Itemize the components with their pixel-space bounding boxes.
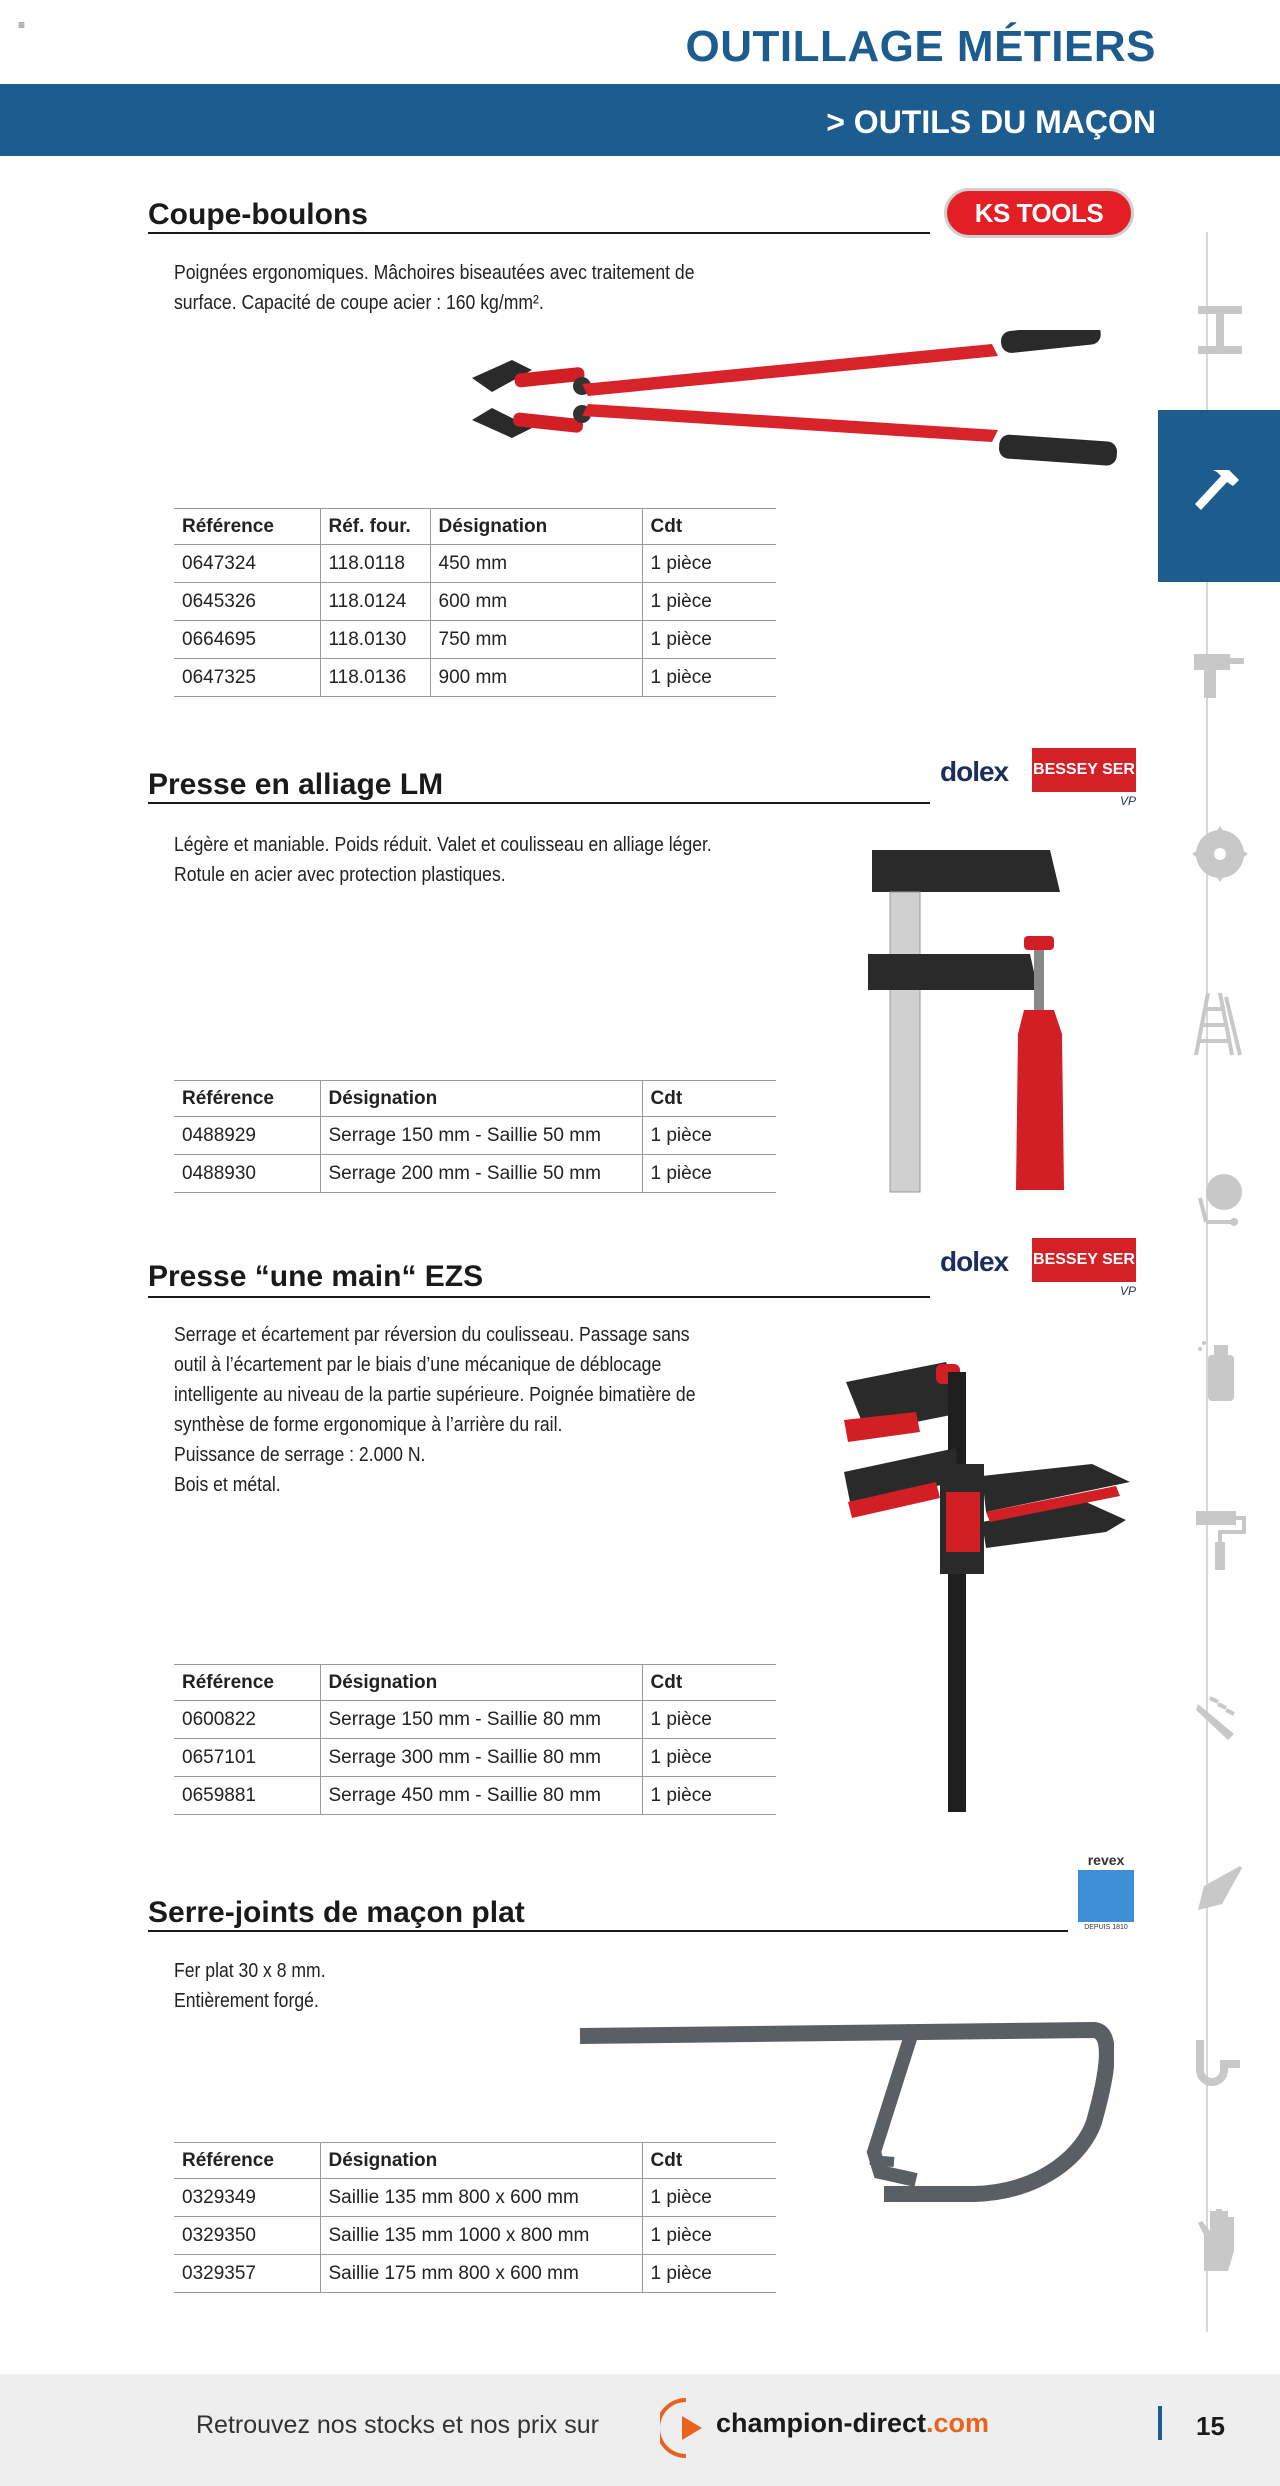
unit-cell: 1 pièce (642, 583, 776, 621)
description-line: Puissance de serrage : 2.000 N. (174, 1444, 426, 1466)
table-row (174, 1155, 776, 1193)
unit-cell: 1 pièce (642, 2217, 776, 2255)
description-line: Serrage et écartement par réversion du coulisseau. Passage sans (174, 1324, 690, 1346)
bessey-logo-text: BESSEY SER (1032, 748, 1136, 792)
reference-cell: 0664695 (174, 621, 320, 659)
product-description (174, 1320, 696, 1500)
description-line: Fer plat 30 x 8 mm. (174, 1960, 326, 1982)
product-table (174, 508, 776, 697)
designation-cell: Saillie 135 mm 1000 x 800 mm (320, 2217, 642, 2255)
column-header: Référence (174, 1665, 320, 1701)
table-row (174, 1117, 776, 1155)
product-table (174, 1080, 776, 1193)
column-header: Référence (174, 2143, 320, 2179)
product-description (174, 830, 712, 890)
reference-cell: 0329349 (174, 2179, 320, 2217)
supplier-ref-cell: 118.0124 (320, 583, 430, 621)
hammer-icon[interactable] (1178, 455, 1258, 535)
page-number: 15 (1196, 2411, 1225, 2441)
reference-cell: 0488929 (174, 1117, 320, 1155)
column-header: Cdt (642, 509, 776, 545)
table-row (174, 545, 776, 583)
table-header-row (174, 1081, 776, 1117)
section-subtitle: > OUTILS DU MAÇON (826, 104, 1156, 140)
dolex-logo-text: dolex (940, 1246, 1009, 1277)
section-rule (148, 1930, 1068, 1932)
supplier-ref-cell: 118.0136 (320, 659, 430, 697)
brand-name: champion-direct (716, 2408, 927, 2438)
unit-cell: 1 pièce (642, 1155, 776, 1193)
designation-cell: Serrage 150 mm - Saillie 50 mm (320, 1117, 642, 1155)
column-header: Cdt (642, 1665, 776, 1701)
unit-cell: 1 pièce (642, 621, 776, 659)
reference-cell: 0657101 (174, 1739, 320, 1777)
unit-cell: 1 pièce (642, 545, 776, 583)
designation-cell: Serrage 300 mm - Saillie 80 mm (320, 1739, 642, 1777)
product-description (174, 258, 694, 318)
column-header: Référence (174, 1081, 320, 1117)
screw-anchor-icon[interactable] (1180, 1678, 1260, 1758)
description-line: Entièrement forgé. (174, 1990, 319, 2012)
page-title: OUTILLAGE MÉTIERS (685, 22, 1156, 71)
designation-cell: 450 mm (430, 545, 642, 583)
unit-cell: 1 pièce (642, 1117, 776, 1155)
unit-cell: 1 pièce (642, 1701, 776, 1739)
ks-tools-logo (944, 188, 1134, 238)
column-header: Désignation (320, 1665, 642, 1701)
description-line: synthèse de forme ergonomique à l’arrière du rail. (174, 1414, 563, 1436)
vp-logo-text: VP (1119, 1284, 1136, 1298)
revex-logo-mark (1078, 1870, 1134, 1922)
reference-cell: 0647324 (174, 545, 320, 583)
designation-cell: Saillie 135 mm 800 x 600 mm (320, 2179, 642, 2217)
concrete-mixer-icon[interactable] (1180, 1158, 1260, 1238)
designation-cell: 600 mm (430, 583, 642, 621)
footer-text: Retrouvez nos stocks et nos prix sur (196, 2411, 599, 2439)
bolt-cutter-image (452, 330, 1132, 470)
brand-tld: .com (926, 2408, 990, 2438)
product-table (174, 2142, 776, 2293)
unit-cell: 1 pièce (642, 1777, 776, 1815)
reference-cell: 0329350 (174, 2217, 320, 2255)
dolex-bessey-logo (940, 744, 1136, 814)
section-rule (148, 1296, 930, 1298)
menu-mark: ≡ (18, 18, 26, 32)
reference-cell: 0645326 (174, 583, 320, 621)
table-header-row (174, 1665, 776, 1701)
designation-cell: Serrage 450 mm - Saillie 80 mm (320, 1777, 642, 1815)
description-line: Bois et métal. (174, 1474, 281, 1496)
column-header: Désignation (430, 509, 642, 545)
alloy-clamp-image (860, 844, 1080, 1194)
reference-cell: 0329357 (174, 2255, 320, 2293)
supplier-ref-cell: 118.0130 (320, 621, 430, 659)
product-table (174, 1664, 776, 1815)
table-header-row (174, 2143, 776, 2179)
column-header: Cdt (642, 1081, 776, 1117)
table-row (174, 2179, 776, 2217)
designation-cell: 750 mm (430, 621, 642, 659)
footer (0, 2374, 1280, 2486)
designation-cell: Serrage 150 mm - Saillie 80 mm (320, 1701, 642, 1739)
description-line: surface. Capacité de coupe acier : 160 kg/mm². (174, 292, 544, 314)
drill-icon[interactable] (1180, 636, 1260, 716)
section-title: Presse en alliage LM (148, 768, 444, 801)
one-hand-clamp-image (836, 1352, 1136, 1832)
section-rule (148, 802, 930, 804)
product-description (174, 1956, 326, 2016)
table-row (174, 1777, 776, 1815)
designation-cell: Saillie 175 mm 800 x 600 mm (320, 2255, 642, 2293)
section-title: Coupe-boulons (148, 198, 368, 231)
description-line: outil à l’écartement par le biais d’une mécanique de déblocage (174, 1354, 662, 1376)
unit-cell: 1 pièce (642, 2179, 776, 2217)
designation-cell: Serrage 200 mm - Saillie 50 mm (320, 1155, 642, 1193)
unit-cell: 1 pièce (642, 659, 776, 697)
vp-logo-text: VP (1119, 794, 1136, 808)
table-header-row (174, 509, 776, 545)
champion-direct-link[interactable] (716, 2408, 989, 2439)
column-header: Référence (174, 509, 320, 545)
table-row (174, 1701, 776, 1739)
table-row (174, 621, 776, 659)
description-line: Rotule en acier avec protection plastiques. (174, 864, 506, 886)
funnel-icon[interactable] (1180, 1850, 1260, 1930)
table-row (174, 1739, 776, 1777)
revex-since-text: DEPUIS 1810 (1084, 1924, 1128, 1931)
page-separator (1158, 2406, 1162, 2440)
glove-icon[interactable] (1180, 2200, 1260, 2280)
description-line: Poignées ergonomiques. Mâchoires biseautées avec traitement de (174, 262, 695, 284)
i-beam-icon[interactable] (1180, 290, 1260, 370)
table-row (174, 583, 776, 621)
dolex-bessey-logo (940, 1234, 1136, 1304)
ladder-icon[interactable] (1180, 984, 1260, 1064)
revex-logo-text: revex (1087, 1852, 1125, 1868)
unit-cell: 1 pièce (642, 2255, 776, 2293)
reference-cell: 0647325 (174, 659, 320, 697)
paint-roller-icon[interactable] (1180, 1500, 1260, 1580)
section-rule (148, 232, 930, 234)
column-header: Désignation (320, 2143, 642, 2179)
reference-cell: 0488930 (174, 1155, 320, 1193)
dolex-logo-text: dolex (940, 756, 1009, 787)
column-header: Cdt (642, 2143, 776, 2179)
description-line: Légère et maniable. Poids réduit. Valet et coulisseau en alliage léger. (174, 834, 712, 856)
reference-cell: 0659881 (174, 1777, 320, 1815)
section-title: Serre-joints de maçon plat (148, 1896, 525, 1929)
play-arrow-icon[interactable] (660, 2396, 716, 2460)
supplier-ref-cell: 118.0118 (320, 545, 430, 583)
bessey-logo-text: BESSEY SER (1032, 1238, 1136, 1282)
saw-blade-icon[interactable] (1180, 814, 1260, 894)
unit-cell: 1 pièce (642, 1739, 776, 1777)
column-header: Réf. four. (320, 509, 430, 545)
table-row (174, 659, 776, 697)
designation-cell: 900 mm (430, 659, 642, 697)
spray-can-icon[interactable] (1180, 1330, 1260, 1410)
pipe-icon[interactable] (1180, 2026, 1260, 2106)
column-header: Désignation (320, 1081, 642, 1117)
revex-logo (1078, 1852, 1134, 1932)
reference-cell: 0600822 (174, 1701, 320, 1739)
description-line: intelligente au niveau de la partie supérieure. Poignée bimatière de (174, 1384, 696, 1406)
section-title: Presse “une main“ EZS (148, 1260, 484, 1293)
table-row (174, 2217, 776, 2255)
table-row (174, 2255, 776, 2293)
ks-tools-logo-text: KS TOOLS (974, 197, 1104, 228)
